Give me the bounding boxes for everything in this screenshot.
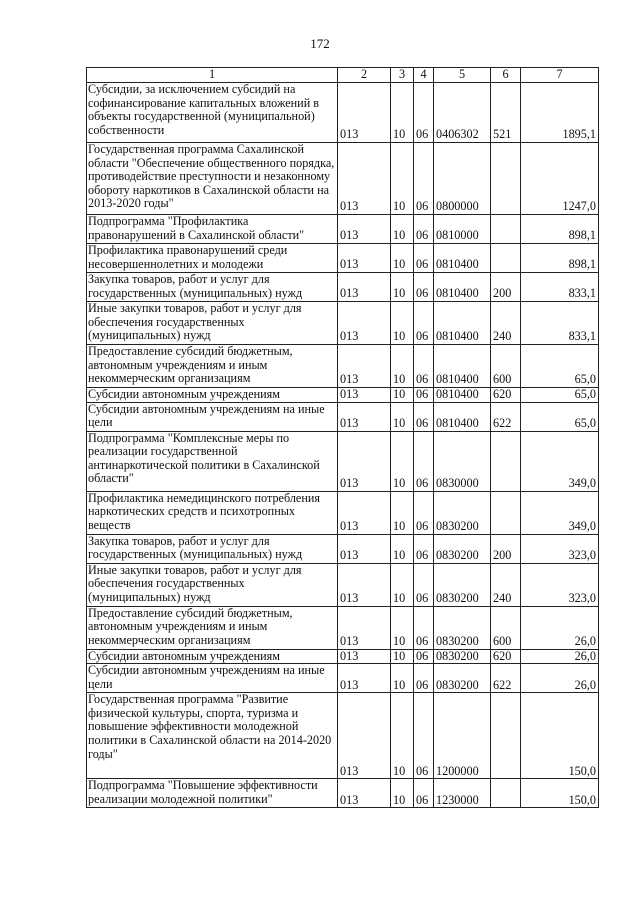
row-subsection-cell: 06 — [414, 273, 434, 302]
row-expense-type-cell: 200 — [491, 273, 521, 302]
table-row — [87, 606, 599, 649]
row-name-cell: Предоставление субсидий бюджетным, автономным учреждениям и иным некоммерческим организациям — [87, 345, 338, 388]
row-ministry-cell: 013 — [338, 431, 391, 491]
row-section-cell: 10 — [391, 83, 414, 143]
row-subsection-cell: 06 — [414, 83, 434, 143]
row-name-cell: Иные закупки товаров, работ и услуг для обеспечения государственных (муниципальных) нужд — [87, 563, 338, 606]
table-row — [87, 563, 599, 606]
row-subsection-cell: 06 — [414, 779, 434, 808]
row-subsection-cell: 06 — [414, 302, 434, 345]
row-subsection-cell: 06 — [414, 143, 434, 215]
row-name-cell: Субсидии автономным учреждениям на иные цели — [87, 664, 338, 693]
row-target-article-cell: 0810400 — [434, 273, 491, 302]
row-amount-cell: 26,0 — [521, 664, 599, 693]
row-target-article-cell: 0830200 — [434, 606, 491, 649]
row-section-cell: 10 — [391, 779, 414, 808]
row-subsection-cell: 06 — [414, 491, 434, 534]
row-section-cell: 10 — [391, 606, 414, 649]
row-expense-type-cell: 240 — [491, 302, 521, 345]
row-name-cell: Субсидии автономным учреждениям на иные цели — [87, 402, 338, 431]
row-amount-cell: 65,0 — [521, 388, 599, 403]
table-row — [87, 83, 599, 143]
row-amount-cell: 1895,1 — [521, 83, 599, 143]
row-ministry-cell: 013 — [338, 215, 391, 244]
row-amount-cell: 26,0 — [521, 606, 599, 649]
header-cell-subsection: 4 — [414, 68, 434, 83]
row-name-cell: Иные закупки товаров, работ и услуг для обеспечения государственных (муниципальных) нужд — [87, 302, 338, 345]
row-expense-type-cell — [491, 491, 521, 534]
row-name-cell: Закупка товаров, работ и услуг для государственных (муниципальных) нужд — [87, 273, 338, 302]
table-row — [87, 302, 599, 345]
row-section-cell: 10 — [391, 273, 414, 302]
row-subsection-cell: 06 — [414, 431, 434, 491]
row-target-article-cell: 0810000 — [434, 215, 491, 244]
header-cell-target-article: 5 — [434, 68, 491, 83]
row-subsection-cell: 06 — [414, 606, 434, 649]
row-target-article-cell: 0830200 — [434, 491, 491, 534]
row-ministry-cell: 013 — [338, 649, 391, 664]
row-name-cell: Субсидии автономным учреждениям — [87, 649, 338, 664]
row-target-article-cell: 0830200 — [434, 534, 491, 563]
table-row — [87, 779, 599, 808]
row-target-article-cell: 0830000 — [434, 431, 491, 491]
row-name-cell: Субсидии, за исключением субсидий на софинансирование капитальных вложений в объекты государственной (муниципальной) собственности — [87, 83, 338, 143]
budget-table — [86, 67, 599, 808]
header-cell-expense-type: 6 — [491, 68, 521, 83]
row-target-article-cell: 0810400 — [434, 388, 491, 403]
row-ministry-cell: 013 — [338, 534, 391, 563]
row-subsection-cell: 06 — [414, 534, 434, 563]
row-expense-type-cell — [491, 215, 521, 244]
row-target-article-cell: 0800000 — [434, 143, 491, 215]
row-expense-type-cell — [491, 431, 521, 491]
row-amount-cell: 323,0 — [521, 534, 599, 563]
row-expense-type-cell — [491, 244, 521, 273]
row-subsection-cell: 06 — [414, 215, 434, 244]
row-expense-type-cell: 622 — [491, 664, 521, 693]
row-expense-type-cell — [491, 779, 521, 808]
row-subsection-cell: 06 — [414, 693, 434, 779]
header-cell-name: 1 — [87, 68, 338, 83]
row-section-cell: 10 — [391, 491, 414, 534]
row-target-article-cell: 1200000 — [434, 693, 491, 779]
row-ministry-cell: 013 — [338, 83, 391, 143]
row-amount-cell: 349,0 — [521, 491, 599, 534]
row-ministry-cell: 013 — [338, 779, 391, 808]
row-subsection-cell: 06 — [414, 388, 434, 403]
row-expense-type-cell: 600 — [491, 345, 521, 388]
row-target-article-cell: 0810400 — [434, 345, 491, 388]
row-amount-cell: 323,0 — [521, 563, 599, 606]
row-target-article-cell: 0810400 — [434, 302, 491, 345]
row-ministry-cell: 013 — [338, 273, 391, 302]
row-amount-cell: 65,0 — [521, 402, 599, 431]
row-amount-cell: 898,1 — [521, 244, 599, 273]
row-target-article-cell: 0810400 — [434, 244, 491, 273]
row-target-article-cell: 0830200 — [434, 664, 491, 693]
table-row — [87, 431, 599, 491]
row-name-cell: Профилактика правонарушений среди несовершеннолетних и молодежи — [87, 244, 338, 273]
row-subsection-cell: 06 — [414, 345, 434, 388]
row-name-cell: Подпрограмма "Повышение эффективности реализации молодежной политики" — [87, 779, 338, 808]
row-section-cell: 10 — [391, 244, 414, 273]
header-cell-amount: 7 — [521, 68, 599, 83]
row-amount-cell: 150,0 — [521, 779, 599, 808]
table-row — [87, 215, 599, 244]
row-section-cell: 10 — [391, 302, 414, 345]
row-expense-type-cell: 600 — [491, 606, 521, 649]
header-cell-ministry: 2 — [338, 68, 391, 83]
row-section-cell: 10 — [391, 431, 414, 491]
row-expense-type-cell: 622 — [491, 402, 521, 431]
row-name-cell: Государственная программа "Развитие физической культуры, спорта, туризма и повышение эффективности молодежной политики в Сахалинской области на 2014-2020 годы" — [87, 693, 338, 779]
table-row — [87, 273, 599, 302]
row-amount-cell: 1247,0 — [521, 143, 599, 215]
row-ministry-cell: 013 — [338, 563, 391, 606]
table-row — [87, 388, 599, 403]
table-row — [87, 143, 599, 215]
row-target-article-cell: 0810400 — [434, 402, 491, 431]
table-row — [87, 534, 599, 563]
row-target-article-cell: 0406302 — [434, 83, 491, 143]
row-expense-type-cell: 620 — [491, 649, 521, 664]
row-target-article-cell: 0830200 — [434, 563, 491, 606]
row-section-cell: 10 — [391, 534, 414, 563]
row-ministry-cell: 013 — [338, 402, 391, 431]
row-section-cell: 10 — [391, 664, 414, 693]
row-target-article-cell: 0830200 — [434, 649, 491, 664]
row-expense-type-cell: 200 — [491, 534, 521, 563]
row-ministry-cell: 013 — [338, 388, 391, 403]
table-row — [87, 244, 599, 273]
row-amount-cell: 833,1 — [521, 273, 599, 302]
table-body — [87, 83, 599, 808]
row-amount-cell: 349,0 — [521, 431, 599, 491]
row-amount-cell: 65,0 — [521, 345, 599, 388]
row-ministry-cell: 013 — [338, 693, 391, 779]
row-section-cell: 10 — [391, 649, 414, 664]
row-subsection-cell: 06 — [414, 563, 434, 606]
row-name-cell: Предоставление субсидий бюджетным, автономным учреждениям и иным некоммерческим организациям — [87, 606, 338, 649]
row-section-cell: 10 — [391, 388, 414, 403]
row-name-cell: Подпрограмма "Профилактика правонарушений в Сахалинской области" — [87, 215, 338, 244]
table-row — [87, 402, 599, 431]
table-header-row — [87, 68, 599, 83]
table-row — [87, 345, 599, 388]
row-ministry-cell: 013 — [338, 302, 391, 345]
row-section-cell: 10 — [391, 402, 414, 431]
page-number: 172 — [310, 36, 330, 51]
table-row — [87, 664, 599, 693]
row-subsection-cell: 06 — [414, 664, 434, 693]
row-section-cell: 10 — [391, 215, 414, 244]
row-section-cell: 10 — [391, 693, 414, 779]
row-subsection-cell: 06 — [414, 649, 434, 664]
table-row — [87, 649, 599, 664]
row-subsection-cell: 06 — [414, 244, 434, 273]
row-subsection-cell: 06 — [414, 402, 434, 431]
row-section-cell: 10 — [391, 345, 414, 388]
table-row — [87, 491, 599, 534]
row-ministry-cell: 013 — [338, 345, 391, 388]
row-amount-cell: 833,1 — [521, 302, 599, 345]
row-name-cell: Государственная программа Сахалинской области "Обеспечение общественного порядка, противодействие преступности и незаконному обороту наркотиков в Сахалинской области на 2013-2020 годы" — [87, 143, 338, 215]
row-ministry-cell: 013 — [338, 244, 391, 273]
row-ministry-cell: 013 — [338, 606, 391, 649]
row-amount-cell: 898,1 — [521, 215, 599, 244]
row-expense-type-cell — [491, 143, 521, 215]
table-row — [87, 693, 599, 779]
row-expense-type-cell: 521 — [491, 83, 521, 143]
row-ministry-cell: 013 — [338, 491, 391, 534]
row-amount-cell: 150,0 — [521, 693, 599, 779]
row-name-cell: Подпрограмма "Комплексные меры по реализации государственной антинаркотической политики в Сахалинской области" — [87, 431, 338, 491]
row-target-article-cell: 1230000 — [434, 779, 491, 808]
row-name-cell: Профилактика немедицинского потребления наркотических средств и психотропных веществ — [87, 491, 338, 534]
row-amount-cell: 26,0 — [521, 649, 599, 664]
row-expense-type-cell — [491, 693, 521, 779]
header-cell-section: 3 — [391, 68, 414, 83]
row-expense-type-cell: 240 — [491, 563, 521, 606]
row-section-cell: 10 — [391, 563, 414, 606]
row-name-cell: Субсидии автономным учреждениям — [87, 388, 338, 403]
row-name-cell: Закупка товаров, работ и услуг для государственных (муниципальных) нужд — [87, 534, 338, 563]
row-ministry-cell: 013 — [338, 664, 391, 693]
row-ministry-cell: 013 — [338, 143, 391, 215]
row-section-cell: 10 — [391, 143, 414, 215]
row-expense-type-cell: 620 — [491, 388, 521, 403]
